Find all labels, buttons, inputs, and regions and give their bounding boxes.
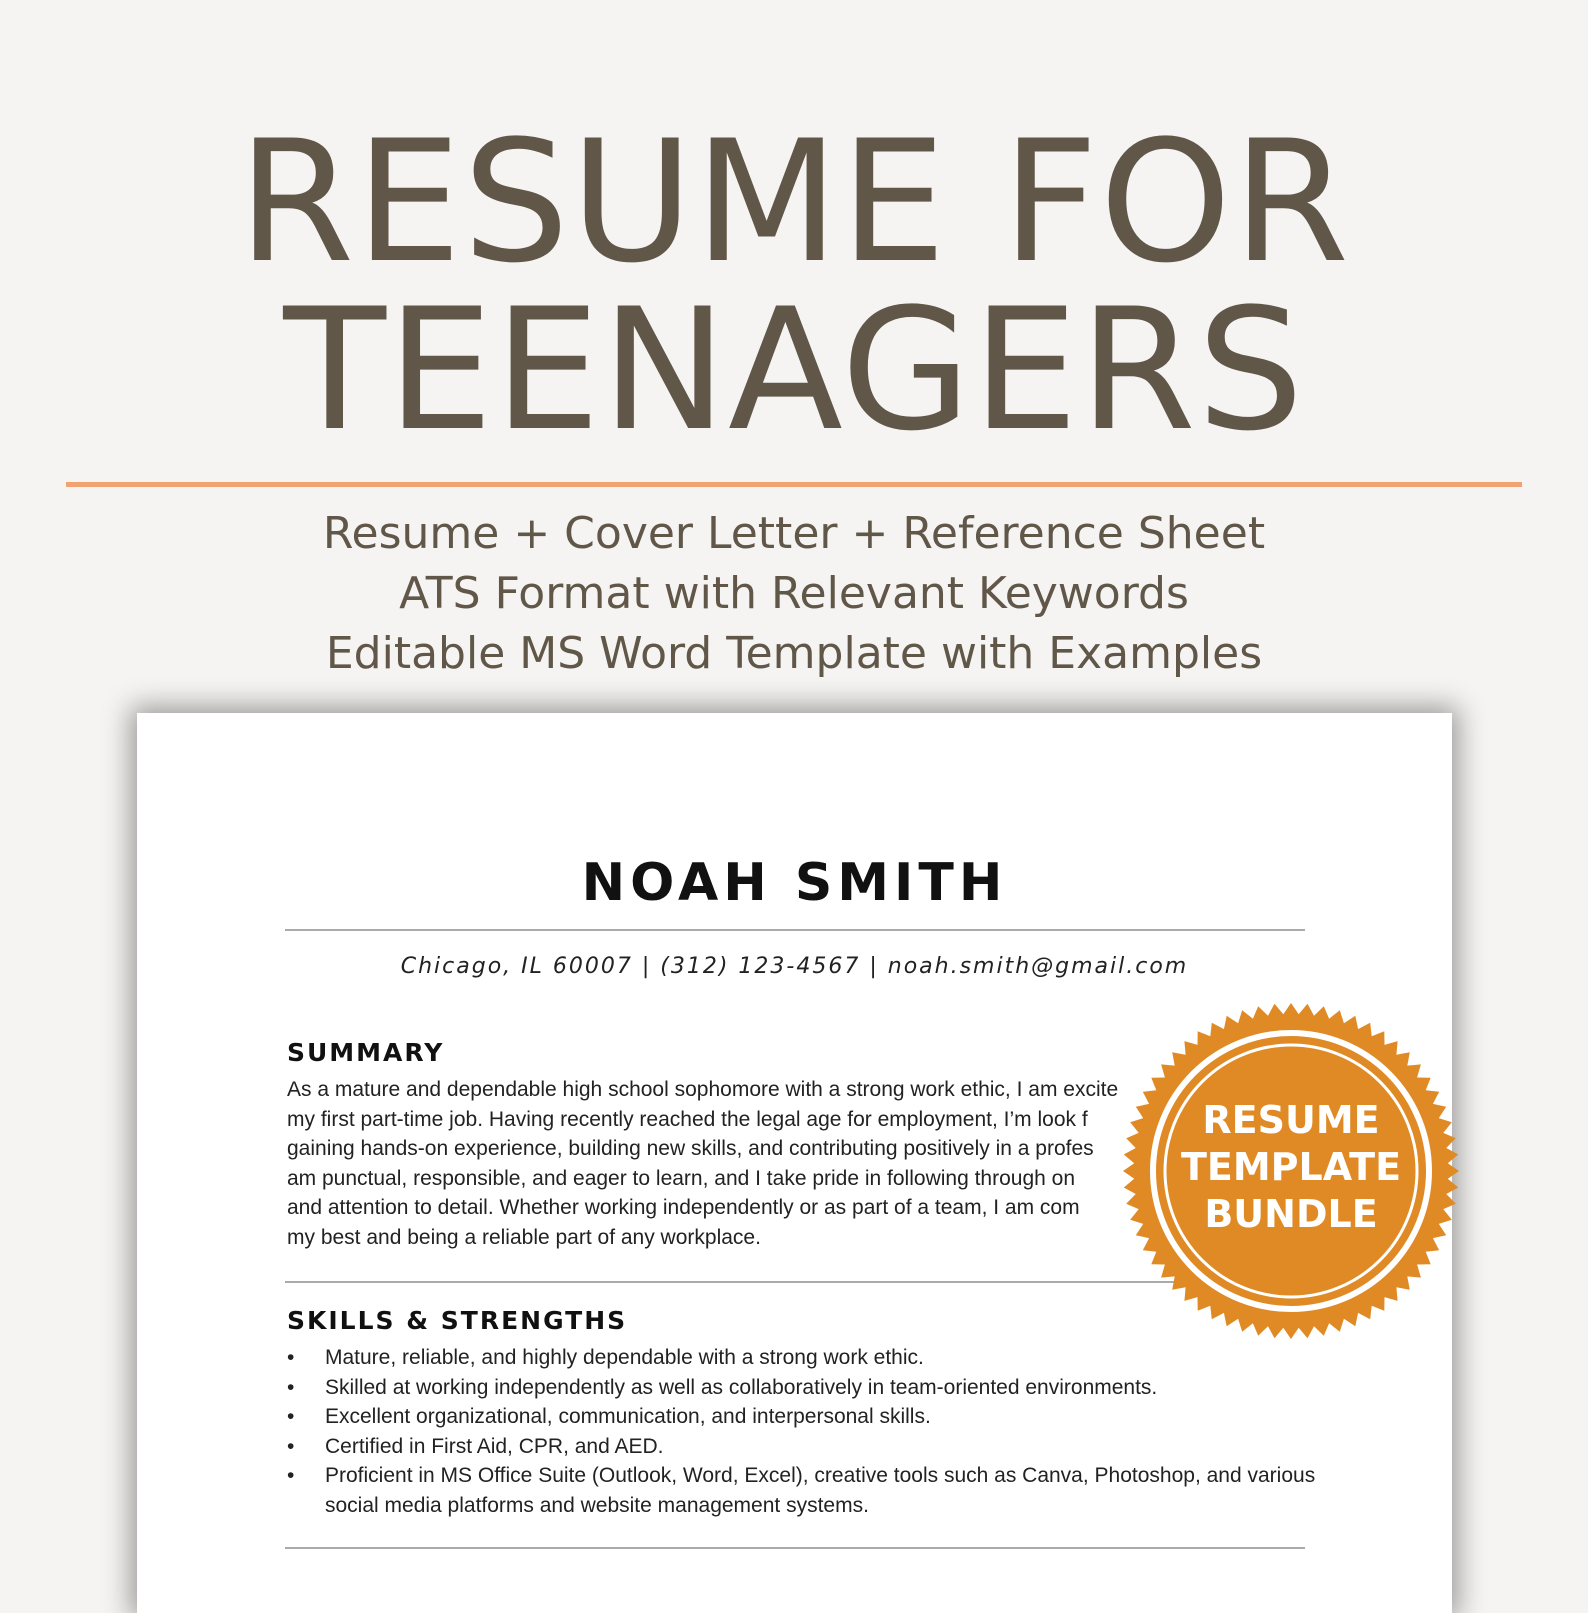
bullet-icon: • bbox=[287, 1464, 295, 1487]
section-divider bbox=[285, 1547, 1305, 1549]
summary-line: As a mature and dependable high school sophomore with a strong work ethic, I am excite bbox=[287, 1078, 1119, 1101]
bullet-icon: • bbox=[287, 1375, 295, 1399]
skill-text: Certified in First Aid, CPR, and AED. bbox=[325, 1434, 664, 1458]
summary-paragraph bbox=[287, 1075, 1157, 1252]
main-title-line-1: RESUME FOR bbox=[237, 104, 1351, 300]
seal-label bbox=[1122, 1097, 1460, 1238]
summary-line: my first part-time job. Having recently reached the legal age for employment, I’m look f bbox=[287, 1107, 1088, 1131]
list-item bbox=[287, 1343, 1317, 1373]
summary-line: my best and being a reliable part of any workplace. bbox=[287, 1225, 761, 1249]
bullet-icon: • bbox=[287, 1434, 295, 1458]
seal-line-3: BUNDLE bbox=[1204, 1192, 1378, 1236]
skills-list bbox=[287, 1343, 1317, 1520]
subtitle-line-2: ATS Format with Relevant Keywords bbox=[399, 568, 1189, 619]
seal-line-1: RESUME bbox=[1202, 1098, 1380, 1142]
main-title-line-2: TEENAGERS bbox=[283, 272, 1305, 468]
summary-line: am punctual, responsible, and eager to learn, and I take pride in following through on bbox=[287, 1166, 1076, 1190]
summary-line: gaining hands-on experience, building new skills, and contributing positively in a profes bbox=[287, 1137, 1094, 1160]
summary-heading: SUMMARY bbox=[287, 1038, 445, 1067]
resume-name: NOAH SMITH bbox=[581, 853, 1008, 913]
summary-line: and attention to detail. Whether working independently or as part of a team, I am com bbox=[287, 1196, 1080, 1219]
name-divider bbox=[285, 929, 1305, 931]
skills-heading: SKILLS & STRENGTHS bbox=[287, 1306, 628, 1335]
list-item bbox=[287, 1461, 1317, 1520]
bullet-icon: • bbox=[287, 1405, 295, 1428]
seal-line-2: TEMPLATE bbox=[1180, 1145, 1402, 1189]
subtitle-line-1: Resume + Cover Letter + Reference Sheet bbox=[322, 508, 1266, 559]
skill-text: Mature, reliable, and highly dependable with a strong work ethic. bbox=[325, 1346, 924, 1369]
skill-text: Skilled at working independently as well as collaboratively in team-oriented environments. bbox=[325, 1375, 1158, 1399]
accent-divider bbox=[66, 482, 1522, 487]
list-item bbox=[287, 1402, 1317, 1432]
list-item bbox=[287, 1432, 1317, 1462]
subtitle-line-3: Editable MS Word Template with Examples bbox=[325, 628, 1263, 679]
skill-text: Excellent organizational, communication, and interpersonal skills. bbox=[325, 1405, 931, 1428]
skill-text: Proficient in MS Office Suite (Outlook, Word, Excel), creative tools such as Canva, Photoshop, and various social media platforms and website management systems. bbox=[325, 1464, 1316, 1517]
bullet-icon: • bbox=[287, 1346, 295, 1369]
list-item bbox=[287, 1373, 1317, 1403]
contact-line: Chicago, IL 60007 | (312) 123-4567 | noah.smith@gmail.com bbox=[400, 954, 1189, 979]
